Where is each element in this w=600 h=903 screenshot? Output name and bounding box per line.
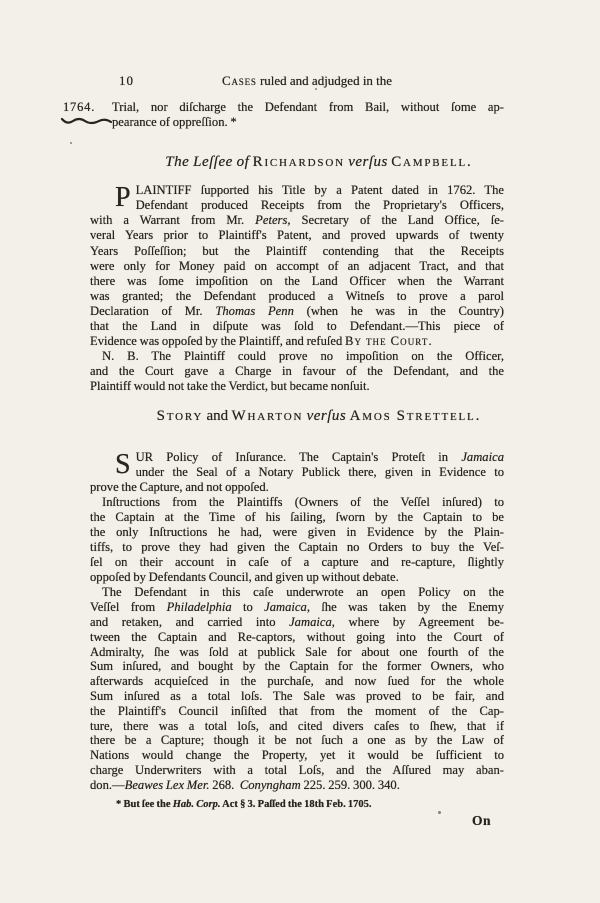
paragraph [90, 349, 504, 394]
paragraph [90, 495, 504, 586]
text-line: Inſtructions from the Plaintiffs (Owners of the Veſſel inſured) to [102, 494, 504, 509]
text-line: Defendant produced Receipts from the Proprietary's Officers, [135, 198, 504, 213]
text-line: tween the Captain and Re-captors, without going into the Court of [90, 629, 504, 644]
text-line: and the Court gave a Charge in favour of the Defendant, and the [90, 364, 504, 379]
page-number: 10 [119, 73, 134, 88]
text-line: there was ſome impoſition on the Land Officer when the Warrant [90, 273, 504, 288]
page-body [90, 100, 504, 828]
text-line: * But ſee the Hab. Corp. Act § 3. Paſſed the 18th Feb. 1705. [116, 798, 372, 810]
small-caps-text: Story [156, 407, 204, 424]
italic-text: The Leſſee of [165, 154, 250, 171]
text-line: under the Seal of a Notary Publick there, given in Evidence to [135, 464, 504, 479]
text-line: Evidence was oppoſed by the Plaintiff, and refuſed By the Court. [90, 334, 432, 349]
text-line: Sum inſured, and bought by the Captain for the former Owners, who [90, 659, 504, 674]
text-line: oppoſed by Defendants Council, and given up without debate. [90, 570, 399, 585]
drop-cap: S [115, 448, 131, 480]
drop-cap: P [115, 182, 131, 214]
text-line: don.—Beawes Lex Mer. 268. Conyngham 225. 259. 300. 340. [90, 777, 400, 792]
text-line: LAINTIFF ſupported his Title by a Patent dated in 1762. The [135, 183, 504, 198]
text-line: Admiralty, ſhe was ſold at publick Sale for about one fourth of the [90, 644, 504, 659]
italic-text: Beawes Lex Mer. [124, 777, 210, 792]
italic-text: Peters [255, 213, 288, 228]
text-line: Plaintiff would not take the Verdict, but became nonſuit. [90, 379, 370, 394]
paragraph [90, 183, 504, 349]
italic-text: Philadelphia [166, 600, 232, 615]
catchword: On [471, 812, 491, 828]
italic-text: verſus [348, 154, 388, 171]
text-line: afterwards acquieſced in the purchaſe, and now ſued for the whole [90, 674, 504, 689]
running-title: Cases ruled and adjudged in the [222, 73, 393, 88]
paragraph [90, 100, 504, 130]
text-line: pearance of oppreſſion. * [112, 115, 237, 130]
text-line: Nations would change the Property, yet it would be ſufficient to [90, 748, 504, 763]
italic-text: Jamaica [264, 600, 307, 615]
italic-text: Thomas Penn [215, 303, 294, 318]
case-heading: Story and Wharton verſus Amos Strettell. [156, 407, 480, 424]
italic-text: verſus [306, 407, 347, 424]
text-line: N. B. The Plaintiff could prove no impoſition on the Officer, [102, 349, 504, 364]
small-caps-text: Richardson [252, 154, 345, 171]
text-line: The Defendant in this caſe underwrote an open Policy on the [102, 585, 504, 600]
italic-text: Conyngham [239, 777, 301, 792]
italic-text: Hab. Corp. [172, 798, 221, 810]
footnote [90, 798, 504, 811]
text-line: the only Inſtructions he had, were given in Evidence by the Plain- [90, 524, 504, 539]
text-line: veral Years prior to Plaintiff's Patent, and proved upwards of twenty [90, 228, 504, 243]
small-caps-text: Cases [222, 73, 257, 88]
text-line: prove the Capture, and not oppoſed. [90, 479, 269, 494]
text-line: Sum inſured as a total loſs. The Sale was proved to be fair, and [90, 688, 504, 703]
text-line: ture, there was a total loſs, and cited divers caſes to ſhew, that if [90, 718, 504, 733]
paragraph [90, 585, 504, 792]
text-line: Veſſel from Philadelphia to Jamaica, ſhe was taken by the Enemy [90, 600, 504, 615]
ink-speck [438, 811, 441, 814]
ink-speck [315, 88, 317, 90]
text-line: were only for Money paid on accompt of an adjacent Tract, and that [90, 258, 504, 273]
paragraph [90, 450, 504, 495]
small-caps-text: By the Court [345, 334, 429, 349]
text-line: Years Poſſeſſion; but the Plaintiff contending that the Receipts [90, 243, 504, 258]
text-line: there be a Capture; though it be not ſuch a one as by the Law of [90, 733, 504, 748]
text-line: charge Underwriters with a total Loſs, and the Aſſured may aban- [90, 762, 504, 777]
text-line: was granted; the Defendant produced a Witneſs to prove a parol [90, 288, 504, 303]
small-caps-text: Wharton [231, 407, 304, 424]
text-line: the Plaintiff's Council inſiſted that from the moment of the Cap- [90, 703, 504, 718]
text-line: ſel on their account in caſe of a capture and re-capture, ſlightly [90, 555, 504, 570]
ink-speck [70, 142, 72, 144]
text-line: that the Land in diſpute was ſold to Defendant.—This piece of [90, 319, 504, 334]
text-line: Declaration of Mr. Thomas Penn (when he was in the Country) [90, 303, 504, 318]
running-header [0, 73, 600, 90]
italic-text: Jamaica [289, 614, 332, 629]
margin-year-text: 1764. [63, 100, 96, 114]
small-caps-text: Campbell [391, 154, 467, 171]
text-line: tiffs, to prove they had given the Captain no Orders to buy the Veſ- [90, 540, 504, 555]
text-line: and retaken, and carried into Jamaica, where by Agreement be- [90, 614, 504, 629]
text-line: Trial, nor diſcharge the Defendant from Bail, without ſome ap- [112, 100, 504, 114]
case-heading: The Leſſee of Richardson verſus Campbell. [165, 154, 471, 171]
text-line: with a Warrant from Mr. Peters, Secretary of the Land Office, ſe- [90, 213, 504, 228]
text-line: the Captain at the Time of his ſailing, ſworn by the Captain to be [90, 509, 504, 524]
small-caps-text: Amos Strettell [349, 407, 476, 424]
italic-text: Jamaica [461, 449, 504, 464]
text-line: UR Policy of Inſurance. The Captain's Proteſt in Jamaica [135, 449, 504, 464]
